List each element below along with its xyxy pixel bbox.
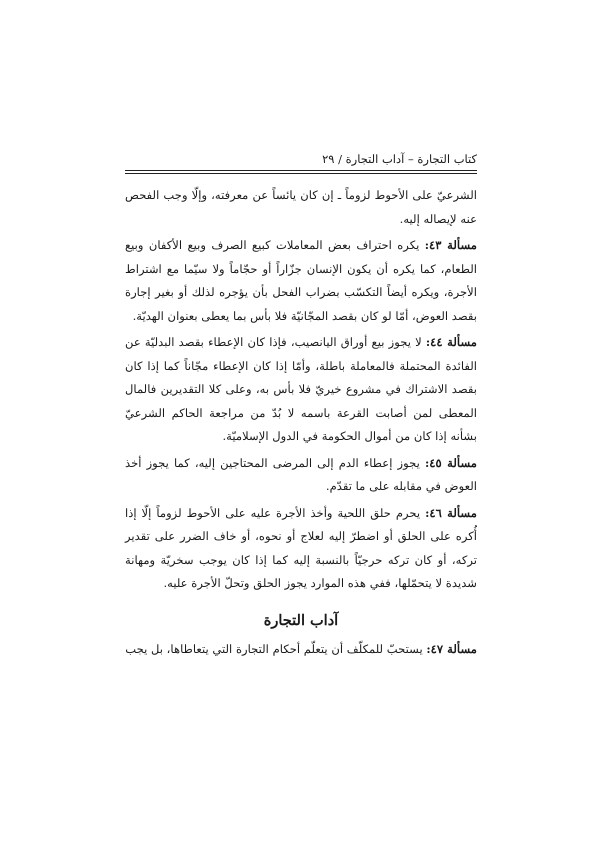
masala-label: مسألة ٤٣: xyxy=(424,238,477,252)
header-rule-thin xyxy=(125,173,477,174)
header-rule-thick xyxy=(125,170,477,171)
paragraph-text: يحرم حلق اللحية وأخذ الأجرة عليه على الأحوط لزوماً إلّا إذا أُكره على الحلق أو اضطرّ إليه لعلاج أو نحوه، أو خاف الضرر على تقدير تركه، أو كان تركه حرجيّاً بالنسبة إليه كما إذا كان يوجب سخريّة ومهانة شديدة لا يتحمّلها، ففي هذه الموارد يجوز الحلق وتحلّ الأجرة عليه. xyxy=(125,505,477,590)
running-header: كتاب التجارة – آداب التجارة / ٢٩ xyxy=(322,152,477,166)
masala-label: مسألة ٤٤: xyxy=(425,335,478,349)
masala-47 xyxy=(125,638,477,662)
paragraph-text: لا يجوز بيع أوراق اليانصيب، فإذا كان الإعطاء بقصد البدليّة عن الفائدة المحتملة فالمعاملة باطلة، وأمّا إذا كان الإعطاء مجّاناً كما إذا كان بقصد الاشتراك في مشروع خيريّ فلا بأس به، وعلى كلا التقديرين فالمال المعطى لمن أصابت القرعة باسمه لا بُدّ من مراجعة الحاكم الشرعيّ بشأنه إذا كان من أموال الحكومة في الدول الإسلاميّة. xyxy=(125,335,477,443)
paragraph-text: يستحبّ للمكلّف أن يتعلّم أحكام التجارة التي يتعاطاها، بل يجب xyxy=(125,641,427,656)
paragraph-text: الشرعيّ على الأحوط لزوماً ـ إن كان يائساً عن معرفته، وإلّا وجب الفحص عنه لإيصاله إليه. xyxy=(125,188,477,226)
paragraph-continuation xyxy=(125,184,477,231)
paragraph-text: يكره احتراف بعض المعاملات كبيع الصرف وبيع الأكفان وبيع الطعام، كما يكره أن يكون الإنسان جزّاراً أو حجّاماً ولا سيّما مع اشتراط الأجرة، ويكره أيضاً التكسّب بضراب الفحل بأن يؤجره لذلك أو بغير إجارة بقصد العوض، أمّا لو كان بقصد المجّانيّة فلا بأس بما يعطى بعنوان الهديّة. xyxy=(125,238,477,323)
masala-label: مسألة ٤٦: xyxy=(425,505,477,520)
masala-label: مسألة ٤٥: xyxy=(424,455,478,470)
paragraph-text: يجوز إعطاء الدم إلى المرضى المحتاجين إليه، كما يجوز أخذ العوض في مقابله على ما تقدّم. xyxy=(125,455,477,493)
masala-label: مسألة ٤٧: xyxy=(426,641,477,656)
masala-44 xyxy=(125,331,477,449)
masala-46 xyxy=(125,502,477,596)
section-title: آداب التجارة xyxy=(263,611,339,629)
masala-45 xyxy=(125,452,477,499)
masala-43 xyxy=(125,234,477,328)
page-body xyxy=(125,184,477,661)
